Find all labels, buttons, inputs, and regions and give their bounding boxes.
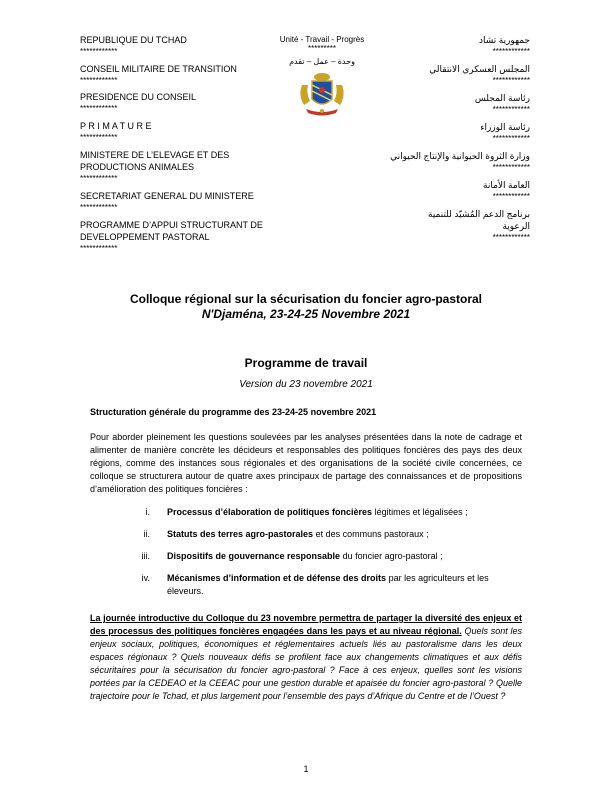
- motto-stars: *********: [307, 44, 337, 53]
- header-left-line: PRESIDENCE DU CONSEIL: [80, 92, 197, 102]
- list-item-bold: Mécanismes d’information et de défense des droits: [167, 573, 387, 583]
- header-right-stars: ************: [492, 163, 530, 172]
- header-left-block: [80, 34, 280, 58]
- document-subtitle: N'Djaména, 23-24-25 Novembre 2021: [201, 307, 411, 321]
- document-title: Colloque régional sur la sécurisation du foncier agro-pastoral: [129, 292, 483, 306]
- list-item-number: i.: [145, 507, 150, 517]
- header-right: [350, 34, 530, 249]
- header-left-block: [80, 91, 280, 115]
- header-left-stars: ************: [80, 203, 118, 212]
- header-right-line: برنامج الدعم المُشيّد للتنمية الرعوية: [428, 209, 530, 231]
- header-left-stars: ************: [80, 104, 118, 113]
- main-content: [90, 292, 522, 703]
- list-item-bold: Statuts des terres agro-pastorales: [167, 529, 314, 539]
- motto-arabic: وحدة – عمل – تقدم: [289, 57, 355, 66]
- header-right-line: وزارة الثروة الحيوانية والإنتاج الحيواني: [390, 151, 530, 161]
- header-right-stars: ************: [492, 134, 530, 143]
- header-right-stars: ************: [492, 76, 530, 85]
- header-left-stars: ************: [80, 133, 118, 142]
- header-right-block: [350, 34, 530, 58]
- header-right-line: جمهورية تشاد: [478, 35, 530, 45]
- header-left-line: SECRETARIAT GENERAL DU MINISTERE: [80, 191, 254, 201]
- programme-heading: Programme de travail: [244, 356, 368, 370]
- list-item-text: [167, 550, 443, 563]
- list-item-bold: Processus d’élaboration de politiques foncières: [167, 507, 373, 517]
- list-item-rest: et des communs pastoraux ;: [313, 529, 429, 539]
- header-left-stars: ************: [80, 244, 118, 253]
- header-right-block: [350, 92, 530, 116]
- header-left-stars: ************: [80, 47, 118, 56]
- header-left-stars: ************: [80, 174, 118, 183]
- list-item-text: [167, 506, 468, 519]
- list-item-number: ii.: [143, 529, 150, 539]
- header-left-line: CONSEIL MILITAIRE DE TRANSITION: [80, 64, 237, 74]
- journee-italic: Quels sont les enjeux sociaux, politiques, économiques et réglementaires actuels liés au pastoralisme dans les deux espaces régionaux ? Quels nouveaux défis se profilent face aux changements climatiques et aux défis sécuritaires pour la sécurisation du foncier agro-pastoral ? Face à ces enjeux, quelles sont les visions portées par la CEDEAO et la CEEAC pour une gestion durable et apaisée du foncier agro-pastoral ? Quelle trajectoire pour le Tchad, et plus largement pour l’ensemble des pays d’Afrique du Centre et de l’Ouest ?: [90, 626, 522, 701]
- header-right-line: العامة الأمانة: [483, 180, 530, 190]
- header-right-stars: ************: [492, 47, 530, 56]
- list-item-rest: du foncier agro-pastoral ;: [340, 551, 443, 561]
- header-left-line: MINISTERE DE L’ELEVAGE ET DES PRODUCTIONS ANIMALES: [80, 150, 230, 172]
- header-left-line: PROGRAMME D’APPUI STRUCTURANT DE DEVELOPPEMENT PASTORAL: [80, 220, 263, 242]
- header-left-block: [80, 190, 280, 214]
- axes-list: [90, 506, 522, 598]
- coat-of-arms-icon: [296, 71, 348, 117]
- list-item-text: [167, 528, 429, 541]
- header-right-stars: ************: [492, 192, 530, 201]
- header-left-line: P R I M A T U R E: [80, 121, 152, 131]
- journee-underlined: La journée introductive du Colloque du 23 novembre permettra de partager la diversité des enjeux et des processus des politiques foncières engagées dans les pays et au niveau régional.: [90, 613, 522, 636]
- list-item: [90, 506, 522, 519]
- list-item-number: iv.: [141, 573, 150, 583]
- header-left: [80, 34, 280, 260]
- list-item-bold: Dispositifs de gouvernance responsable: [167, 551, 341, 561]
- list-item: [90, 528, 522, 541]
- list-item: [90, 550, 522, 563]
- header-left-block: [80, 219, 280, 255]
- list-item: [90, 572, 522, 598]
- journee-paragraph: [90, 612, 522, 703]
- motto-french: Unité - Travail - Progrès: [279, 35, 365, 44]
- structuration-heading: Structuration générale du programme des 23-24-25 novembre 2021: [90, 407, 377, 417]
- version-line: Version du 23 novembre 2021: [239, 379, 373, 390]
- header-left-block: [80, 63, 280, 87]
- list-item-rest: par les agriculteurs et les éleveurs.: [167, 573, 489, 596]
- list-item-text: [167, 572, 522, 598]
- header-right-line: رئاسة المجلس: [474, 93, 530, 103]
- header-left-line: REPUBLIQUE DU TCHAD: [80, 35, 187, 45]
- header-right-block: [350, 208, 530, 244]
- header-right-line: المجلس العسكري الانتقالي: [429, 64, 530, 74]
- header-right-line: رئاسة الوزراء: [480, 122, 530, 132]
- header-left-block: [80, 149, 280, 185]
- header-right-block: [350, 179, 530, 203]
- list-item-rest: légitimes et légalisées ;: [372, 507, 468, 517]
- header-left-block: [80, 120, 280, 144]
- intro-paragraph: Pour aborder pleinement les questions soulevées par les analyses présentées dans la note de cadrage et alimenter de manière concrète les décideurs et responsables des politiques foncières des pays des deux régions, comme des instances sous régionales et des organisations de la société civile concernées, ce colloque se structurera autour de quatre axes principaux de partage des connaissances et de propositions d’amélioration des politiques foncières :: [90, 432, 522, 494]
- list-item-number: iii.: [141, 551, 150, 561]
- header-right-block: [350, 63, 530, 87]
- header-right-block: [350, 150, 530, 174]
- header-right-block: [350, 121, 530, 145]
- page-number: 1: [303, 764, 309, 774]
- header-left-stars: ************: [80, 76, 118, 85]
- header-right-stars: ************: [492, 233, 530, 242]
- header-right-stars: ************: [492, 105, 530, 114]
